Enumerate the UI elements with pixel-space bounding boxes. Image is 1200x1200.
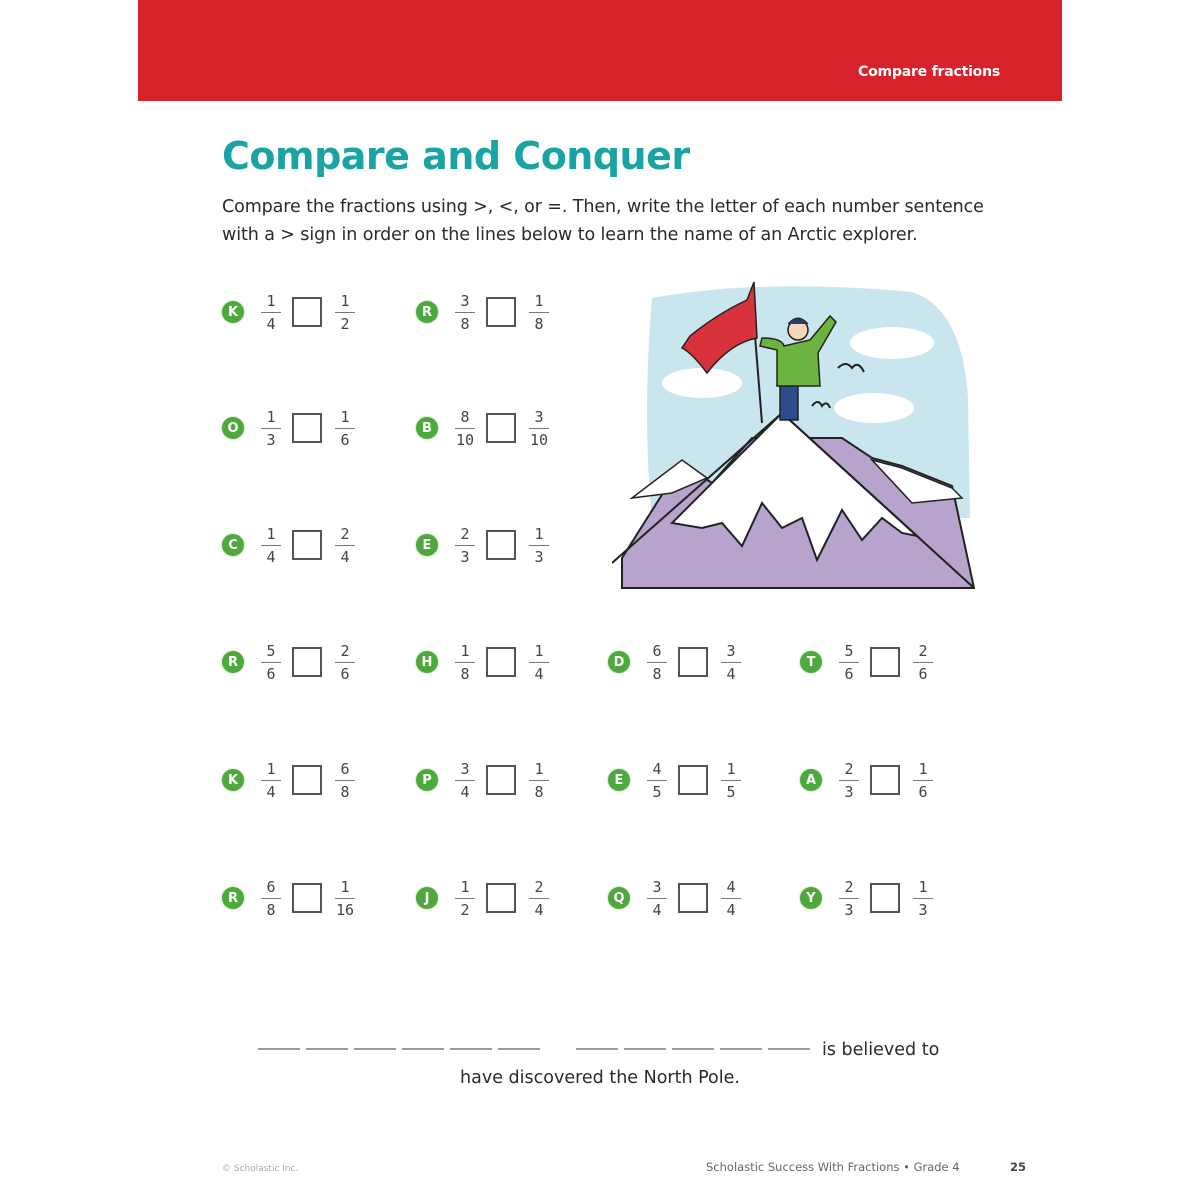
numerator: 6 xyxy=(647,642,667,663)
numerator: 2 xyxy=(335,642,355,663)
letter-badge xyxy=(608,769,630,791)
left-fraction xyxy=(452,292,478,333)
problem-letter: E xyxy=(422,537,432,553)
numerator: 5 xyxy=(261,642,281,663)
numerator: 4 xyxy=(721,878,741,899)
letter-badge xyxy=(222,769,244,791)
comparison-answer-box[interactable] xyxy=(486,883,516,913)
first-name-blanks xyxy=(258,1035,546,1054)
comparison-answer-box[interactable] xyxy=(486,413,516,443)
numerator: 6 xyxy=(335,760,355,781)
numerator: 1 xyxy=(913,878,933,899)
numerator: 1 xyxy=(261,760,281,781)
numerator: 3 xyxy=(721,642,741,663)
problem-letter: O xyxy=(227,420,239,436)
denominator: 4 xyxy=(340,547,350,566)
denominator: 4 xyxy=(726,664,736,683)
comparison-answer-box[interactable] xyxy=(292,530,322,560)
problem-letter: D xyxy=(613,654,625,670)
numerator: 1 xyxy=(335,878,355,899)
denominator: 8 xyxy=(266,900,276,919)
problem-item xyxy=(416,287,552,337)
last-name-blanks xyxy=(576,1035,816,1054)
letter-blank[interactable] xyxy=(498,1048,540,1050)
right-fraction xyxy=(526,642,552,683)
letter-badge xyxy=(800,651,822,673)
numerator: 8 xyxy=(455,408,475,429)
header-band xyxy=(138,0,1062,101)
letter-badge xyxy=(608,651,630,673)
left-fraction xyxy=(258,878,284,919)
denominator: 6 xyxy=(918,782,928,801)
letter-badge xyxy=(222,651,244,673)
right-fraction xyxy=(332,642,358,683)
denominator: 2 xyxy=(460,900,470,919)
comparison-answer-box[interactable] xyxy=(486,765,516,795)
header-topic: Compare fractions xyxy=(858,64,1000,80)
left-fraction xyxy=(836,642,862,683)
letter-blank[interactable] xyxy=(576,1048,618,1050)
letter-blank[interactable] xyxy=(720,1048,762,1050)
comparison-answer-box[interactable] xyxy=(292,765,322,795)
letter-badge xyxy=(416,651,438,673)
letter-blank[interactable] xyxy=(354,1048,396,1050)
problem-item xyxy=(800,755,936,805)
denominator: 3 xyxy=(534,547,544,566)
denominator: 6 xyxy=(340,664,350,683)
denominator: 3 xyxy=(844,782,854,801)
comparison-answer-box[interactable] xyxy=(292,413,322,443)
denominator: 3 xyxy=(460,547,470,566)
letter-badge xyxy=(800,887,822,909)
problem-item xyxy=(608,873,744,923)
right-fraction xyxy=(332,760,358,801)
numerator: 1 xyxy=(455,878,475,899)
right-fraction xyxy=(526,408,552,449)
right-fraction xyxy=(910,760,936,801)
denominator: 6 xyxy=(340,430,350,449)
numerator: 1 xyxy=(335,408,355,429)
comparison-answer-box[interactable] xyxy=(292,883,322,913)
problem-item xyxy=(416,755,552,805)
numerator: 1 xyxy=(529,292,549,313)
denominator: 8 xyxy=(340,782,350,801)
problem-item xyxy=(800,637,936,687)
mountain-explorer-image xyxy=(612,278,978,596)
problem-item xyxy=(222,637,358,687)
problem-letter: R xyxy=(227,654,238,670)
denominator: 5 xyxy=(726,782,736,801)
problem-item xyxy=(222,873,358,923)
numerator: 2 xyxy=(839,878,859,899)
left-fraction xyxy=(452,760,478,801)
letter-blank[interactable] xyxy=(672,1048,714,1050)
comparison-answer-box[interactable] xyxy=(678,883,708,913)
right-fraction xyxy=(526,292,552,333)
letter-badge xyxy=(416,417,438,439)
right-fraction xyxy=(526,878,552,919)
problem-letter: C xyxy=(228,537,238,553)
denominator: 8 xyxy=(460,314,470,333)
problem-letter: A xyxy=(805,772,817,788)
problem-letter: K xyxy=(227,772,239,788)
denominator: 5 xyxy=(652,782,662,801)
left-fraction xyxy=(258,292,284,333)
letter-badge xyxy=(800,769,822,791)
numerator: 3 xyxy=(455,292,475,313)
denominator: 4 xyxy=(266,547,276,566)
comparison-answer-box[interactable] xyxy=(870,883,900,913)
left-fraction xyxy=(644,760,670,801)
comparison-answer-box[interactable] xyxy=(486,297,516,327)
denominator: 2 xyxy=(340,314,350,333)
left-fraction xyxy=(452,525,478,566)
denominator: 6 xyxy=(844,664,854,683)
letter-badge xyxy=(416,301,438,323)
left-fraction xyxy=(452,642,478,683)
comparison-answer-box[interactable] xyxy=(292,297,322,327)
comparison-answer-box[interactable] xyxy=(870,765,900,795)
page-number: 25 xyxy=(1010,1160,1027,1174)
denominator: 16 xyxy=(335,900,355,919)
right-fraction xyxy=(332,292,358,333)
problem-item xyxy=(222,287,358,337)
letter-badge xyxy=(222,301,244,323)
denominator: 6 xyxy=(266,664,276,683)
problem-letter: H xyxy=(421,654,433,670)
numerator: 1 xyxy=(261,408,281,429)
left-fraction xyxy=(258,760,284,801)
denominator: 4 xyxy=(266,314,276,333)
letter-badge xyxy=(608,887,630,909)
comparison-answer-box[interactable] xyxy=(292,647,322,677)
numerator: 1 xyxy=(529,525,549,546)
denominator: 8 xyxy=(534,782,544,801)
problem-item xyxy=(416,520,552,570)
denominator: 4 xyxy=(534,900,544,919)
problem-item xyxy=(222,755,358,805)
letter-badge xyxy=(222,887,244,909)
numerator: 1 xyxy=(529,642,549,663)
letter-blank[interactable] xyxy=(768,1048,810,1050)
right-fraction xyxy=(332,525,358,566)
comparison-answer-box[interactable] xyxy=(870,647,900,677)
problem-item xyxy=(800,873,936,923)
denominator: 3 xyxy=(844,900,854,919)
problem-letter: B xyxy=(422,420,432,436)
explorer-illustration xyxy=(612,278,978,596)
problem-item xyxy=(222,403,358,453)
numerator: 1 xyxy=(455,642,475,663)
right-fraction xyxy=(910,878,936,919)
right-fraction xyxy=(910,642,936,683)
problem-letter: T xyxy=(806,654,816,670)
numerator: 4 xyxy=(647,760,667,781)
problem-letter: R xyxy=(227,890,238,906)
denominator: 8 xyxy=(534,314,544,333)
left-fraction xyxy=(452,408,478,449)
numerator: 3 xyxy=(455,760,475,781)
left-fraction xyxy=(452,878,478,919)
numerator: 1 xyxy=(721,760,741,781)
denominator: 6 xyxy=(918,664,928,683)
left-fraction xyxy=(258,408,284,449)
numerator: 1 xyxy=(261,525,281,546)
letter-blank[interactable] xyxy=(624,1048,666,1050)
letter-blank[interactable] xyxy=(258,1048,300,1050)
comparison-answer-box[interactable] xyxy=(486,530,516,560)
numerator: 2 xyxy=(913,642,933,663)
denominator: 10 xyxy=(529,430,549,449)
problem-letter: P xyxy=(422,772,432,788)
numerator: 1 xyxy=(529,760,549,781)
problem-item xyxy=(416,873,552,923)
problem-letter: K xyxy=(227,304,239,320)
letter-badge xyxy=(416,887,438,909)
letter-blank[interactable] xyxy=(450,1048,492,1050)
letter-blank[interactable] xyxy=(402,1048,444,1050)
problem-item xyxy=(416,637,552,687)
page-title: Compare and Conquer xyxy=(222,134,690,178)
right-fraction xyxy=(332,408,358,449)
numerator: 6 xyxy=(261,878,281,899)
footer-book-title: Scholastic Success With Fractions • Grade 4 xyxy=(706,1160,960,1174)
numerator: 2 xyxy=(335,525,355,546)
numerator: 1 xyxy=(913,760,933,781)
right-fraction xyxy=(718,760,744,801)
left-fraction xyxy=(644,878,670,919)
numerator: 5 xyxy=(839,642,859,663)
comparison-answer-box[interactable] xyxy=(678,765,708,795)
instructions: Compare the fractions using >, <, or =. Then, write the letter of each number sentence with a > sign in order on the lines below to learn the name of an Arctic explorer. xyxy=(222,197,984,245)
numerator: 3 xyxy=(529,408,549,429)
comparison-answer-box[interactable] xyxy=(678,647,708,677)
denominator: 4 xyxy=(266,782,276,801)
denominator: 4 xyxy=(652,900,662,919)
problem-item xyxy=(608,637,744,687)
left-fraction xyxy=(258,525,284,566)
problem-letter: R xyxy=(421,304,432,320)
problem-item xyxy=(608,755,744,805)
numerator: 1 xyxy=(335,292,355,313)
left-fraction xyxy=(644,642,670,683)
letter-badge xyxy=(222,534,244,556)
answer-line-tail: is believed to xyxy=(822,1040,940,1060)
answer-line xyxy=(258,1034,940,1060)
letter-blank[interactable] xyxy=(306,1048,348,1050)
numerator: 2 xyxy=(529,878,549,899)
denominator: 4 xyxy=(534,664,544,683)
numerator: 1 xyxy=(261,292,281,313)
letter-badge xyxy=(416,534,438,556)
right-fraction xyxy=(718,642,744,683)
comparison-answer-box[interactable] xyxy=(486,647,516,677)
problem-letter: J xyxy=(424,890,430,906)
answer-line-continuation: have discovered the North Pole. xyxy=(460,1068,740,1088)
right-fraction xyxy=(526,760,552,801)
right-fraction xyxy=(526,525,552,566)
numerator: 2 xyxy=(839,760,859,781)
right-fraction xyxy=(332,878,358,919)
denominator: 4 xyxy=(460,782,470,801)
left-fraction xyxy=(258,642,284,683)
denominator: 8 xyxy=(460,664,470,683)
numerator: 3 xyxy=(647,878,667,899)
problem-letter: E xyxy=(614,772,624,788)
denominator: 8 xyxy=(652,664,662,683)
right-fraction xyxy=(718,878,744,919)
left-fraction xyxy=(836,878,862,919)
problem-letter: Q xyxy=(613,890,625,906)
denominator: 10 xyxy=(455,430,475,449)
footer-copyright: © Scholastic Inc. xyxy=(222,1164,299,1174)
numerator: 2 xyxy=(455,525,475,546)
denominator: 3 xyxy=(918,900,928,919)
problem-item xyxy=(222,520,358,570)
problem-letter: Y xyxy=(806,890,816,906)
problem-item xyxy=(416,403,552,453)
letter-badge xyxy=(416,769,438,791)
denominator: 3 xyxy=(266,430,276,449)
denominator: 4 xyxy=(726,900,736,919)
letter-badge xyxy=(222,417,244,439)
left-fraction xyxy=(836,760,862,801)
